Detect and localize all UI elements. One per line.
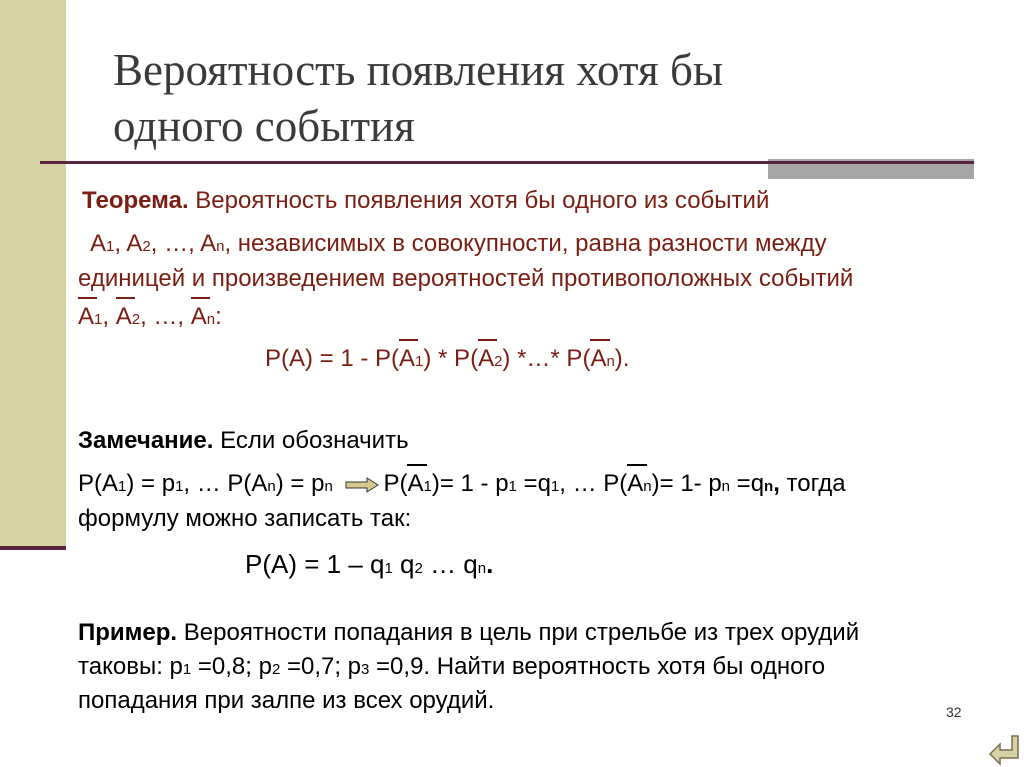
complement-an: [191, 302, 215, 335]
example-part: таковы: p: [78, 653, 183, 680]
theorem-text-1: Вероятность появления хотя бы одного из событий: [188, 187, 770, 214]
theorem-line-4: [78, 302, 222, 335]
sidebar-decoration: [0, 0, 66, 546]
subscript: 2: [131, 311, 141, 328]
slide-title: [113, 42, 973, 154]
example-part: =0,8; p: [191, 653, 272, 680]
subscript: 1: [423, 478, 432, 495]
event-a: A: [627, 470, 644, 497]
subscript: n: [477, 560, 487, 577]
remark-line-1: [78, 426, 409, 456]
comma: ,: [102, 303, 110, 330]
subscript: 1: [550, 478, 560, 495]
remark-label: Замечание.: [78, 427, 214, 454]
theorem-line-3: единицей и произведением вероятностей противоположных событий: [78, 265, 854, 292]
formula-2: [245, 548, 493, 585]
colon: :: [215, 303, 222, 330]
page-number: 32: [946, 704, 962, 720]
theorem-line-1: [82, 186, 769, 216]
subscript: 3: [361, 661, 370, 678]
comma: ,: [773, 470, 780, 497]
subscript: 2: [494, 353, 503, 370]
subscript: n: [643, 478, 652, 495]
remark-text: Если обозначить: [213, 427, 409, 454]
subscript: 1: [118, 478, 127, 495]
ellipsis: …: [153, 303, 178, 330]
event-a: A: [478, 345, 495, 372]
formula-part: ) = p: [126, 470, 176, 497]
event-a: A: [126, 230, 143, 257]
formula-part: q: [392, 549, 415, 579]
event-a: A: [200, 230, 217, 257]
formula-part: =q: [516, 470, 551, 497]
subscript: n: [324, 478, 333, 495]
remark-line-3: формулу можно записать так:: [78, 505, 412, 532]
complement-a2: [116, 302, 140, 335]
formula-part: P(A) = 1 - P(: [265, 345, 400, 372]
complement-an: [627, 469, 651, 502]
example-part: =0,7; p: [280, 653, 362, 680]
sidebar-rule: [0, 546, 66, 550]
event-a: A: [78, 303, 95, 330]
example-part: =0,9. Найти вероятность хотя бы одного: [369, 653, 826, 680]
formula-part: P(: [383, 470, 408, 497]
event-a: A: [399, 345, 416, 372]
formula-part: ).: [614, 345, 630, 372]
complement-a1: [407, 469, 431, 502]
comma: ,: [140, 303, 147, 330]
formula-part: , … P(A: [183, 470, 268, 497]
formula-1: [265, 344, 629, 377]
theorem-line-2: [90, 229, 827, 262]
ellipsis: …: [164, 230, 189, 257]
subscript: n: [206, 311, 216, 328]
example-line-1: [78, 618, 859, 648]
comma: ,: [114, 230, 122, 257]
comma: ,: [224, 230, 232, 257]
right-arrow-icon: [345, 477, 379, 493]
subscript: n: [606, 353, 615, 370]
subscript: n: [216, 238, 225, 255]
complement-a1: [399, 344, 423, 377]
subscript: 1: [94, 311, 103, 328]
example-line-2: [78, 652, 825, 685]
event-a: A: [115, 303, 132, 330]
subscript: 2: [142, 238, 151, 255]
formula-part: … q: [422, 549, 478, 579]
subscript: 1: [415, 353, 424, 370]
title-line-1: Вероятность появления хотя бы: [113, 45, 724, 95]
formula-part: )= 1- p: [651, 470, 722, 497]
comma: ,: [177, 303, 185, 330]
formula-part: ) *…* P(: [502, 345, 591, 372]
title-line-2: одного события: [113, 101, 415, 151]
event-a: A: [407, 470, 424, 497]
complement-a2: [478, 344, 502, 377]
subscript: 1: [508, 478, 517, 495]
formula-part: ) * P(: [423, 345, 479, 372]
formula-part: =q: [730, 470, 765, 497]
formula-part: , … P(: [559, 470, 628, 497]
subscript: n: [721, 478, 731, 495]
theorem-text-2: независимых в совокупности, равна разности между: [231, 230, 827, 257]
formula-part: ) = p: [275, 470, 325, 497]
example-label: Пример.: [78, 619, 178, 646]
complement-a1: [78, 302, 102, 335]
example-text-1: Вероятности попадания в цель при стрельбе из трех орудий: [177, 619, 860, 646]
period: .: [486, 549, 494, 579]
title-rule: [40, 161, 974, 164]
event-a: A: [90, 230, 107, 257]
event-a: A: [590, 345, 607, 372]
return-arrow-icon[interactable]: [988, 734, 1020, 766]
formula-part: )= 1 - p: [431, 470, 509, 497]
theorem-label: Теорема.: [82, 187, 189, 214]
event-a: A: [190, 303, 207, 330]
subscript: 1: [106, 238, 115, 255]
comma: ,: [188, 230, 195, 257]
subscript: 1: [175, 478, 184, 495]
comma: ,: [150, 230, 158, 257]
example-line-3: попадания при залпе из всех орудий.: [78, 687, 495, 714]
subscript: 2: [271, 661, 281, 678]
subscript: 1: [384, 560, 393, 577]
remark-line-2: [78, 469, 846, 502]
subscript: n: [267, 478, 276, 495]
subscript: n: [764, 478, 774, 495]
formula-part: P(A: [78, 470, 119, 497]
formula-part: P(A) = 1 – q: [245, 549, 385, 579]
formula-part: тогда: [779, 470, 846, 497]
complement-an: [590, 344, 614, 377]
subscript: 2: [414, 560, 423, 577]
subscript: 1: [182, 661, 192, 678]
